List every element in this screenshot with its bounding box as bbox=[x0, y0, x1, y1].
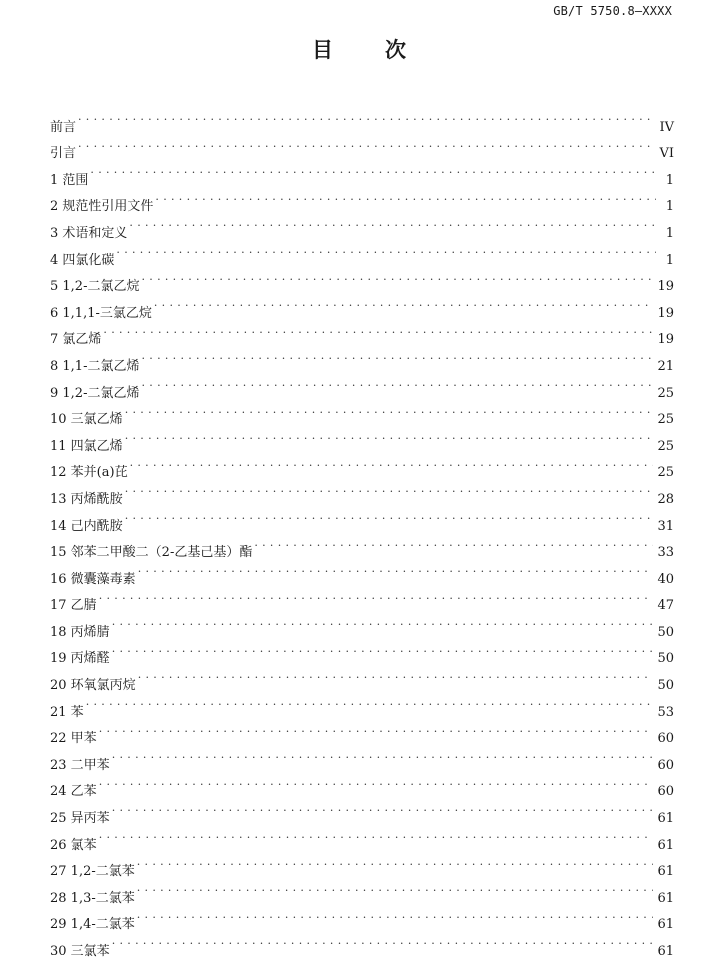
toc-entry[interactable] bbox=[50, 583, 674, 614]
toc-entry-label: 29 1,4-二氯苯 bbox=[50, 917, 135, 933]
toc-entry-page-number: 53 bbox=[657, 704, 674, 720]
toc-dot-leader bbox=[137, 849, 654, 876]
toc-entry-label: 10 三氯乙烯 bbox=[50, 412, 123, 428]
toc-entry-label: 15 邻苯二甲酸二（2-乙基己基）酯 bbox=[50, 545, 253, 561]
toc-entry[interactable] bbox=[50, 609, 674, 640]
toc-entry[interactable] bbox=[50, 397, 674, 428]
toc-entry[interactable] bbox=[50, 716, 674, 747]
toc-dot-leader bbox=[125, 476, 654, 503]
toc-entry-page-number: 60 bbox=[657, 731, 674, 747]
toc-entry-label: 24 乙苯 bbox=[50, 784, 97, 800]
toc-entry[interactable] bbox=[50, 264, 674, 295]
toc-dot-leader bbox=[154, 290, 654, 317]
toc-entry-label: 16 微囊藻毒素 bbox=[50, 571, 136, 587]
toc-entry-page-number: 1 bbox=[665, 252, 674, 268]
toc-entry[interactable] bbox=[50, 104, 674, 135]
toc-entry[interactable] bbox=[50, 902, 674, 933]
toc-dot-leader bbox=[112, 742, 654, 769]
toc-entry[interactable] bbox=[50, 928, 674, 959]
toc-entry-label: 30 三氯苯 bbox=[50, 944, 110, 959]
toc-entry[interactable] bbox=[50, 530, 674, 561]
toc-entry-label: 27 1,2-二氯苯 bbox=[50, 864, 135, 880]
toc-dot-leader bbox=[78, 131, 655, 158]
toc-dot-leader bbox=[138, 556, 654, 583]
toc-entry[interactable] bbox=[50, 370, 674, 401]
document-code: GB/T 5750.8—XXXX bbox=[553, 4, 672, 18]
toc-dot-leader bbox=[125, 503, 654, 530]
toc-entry-page-number: 61 bbox=[657, 811, 674, 827]
toc-dot-leader bbox=[141, 264, 653, 291]
toc-entry-label: 20 环氧氯丙烷 bbox=[50, 678, 136, 694]
toc-entry-page-number: 50 bbox=[657, 651, 674, 667]
toc-entry-label: 4 四氯化碳 bbox=[50, 252, 115, 268]
toc-dot-leader bbox=[130, 450, 654, 477]
toc-entry-page-number: 1 bbox=[665, 225, 674, 241]
toc-entry-page-number: VI bbox=[659, 146, 674, 162]
toc-dot-leader bbox=[137, 902, 654, 929]
toc-entry-label: 28 1,3-二氯苯 bbox=[50, 890, 135, 906]
toc-entry[interactable] bbox=[50, 795, 674, 827]
toc-entry-page-number: 1 bbox=[665, 172, 674, 188]
toc-entry[interactable] bbox=[50, 476, 674, 507]
toc-dot-leader bbox=[112, 636, 654, 663]
toc-entry-page-number: 61 bbox=[657, 864, 674, 880]
toc-entry[interactable] bbox=[50, 742, 674, 773]
toc-entry-page-number: 31 bbox=[657, 518, 674, 534]
toc-entry-page-number: 21 bbox=[657, 358, 674, 374]
toc-entry[interactable] bbox=[50, 317, 674, 348]
toc-dot-leader bbox=[138, 662, 654, 689]
toc-entry-label: 12 苯并(a)芘 bbox=[50, 465, 128, 481]
toc-entry[interactable] bbox=[50, 875, 674, 906]
toc-entry-label: 1 范围 bbox=[50, 172, 89, 188]
toc-entry[interactable] bbox=[50, 210, 674, 241]
toc-entry-page-number: 19 bbox=[657, 305, 674, 321]
toc-entry-page-number: 19 bbox=[657, 279, 674, 295]
toc-entry-page-number: 47 bbox=[657, 598, 674, 614]
toc-entry-label: 5 1,2-二氯乙烷 bbox=[50, 279, 140, 295]
toc-entry[interactable] bbox=[50, 689, 674, 720]
toc-entry-label: 19 丙烯醛 bbox=[50, 651, 110, 667]
toc-entry-page-number: 60 bbox=[657, 784, 674, 800]
toc-dot-leader bbox=[99, 822, 654, 849]
toc-entry[interactable] bbox=[50, 423, 674, 454]
table-of-contents bbox=[50, 104, 674, 959]
toc-entry-label: 引言 bbox=[50, 146, 77, 162]
toc-entry[interactable] bbox=[50, 662, 674, 694]
toc-dot-leader bbox=[125, 423, 654, 450]
toc-dot-leader bbox=[112, 928, 654, 955]
toc-entry-page-number: 61 bbox=[657, 944, 674, 959]
toc-entry-label: 2 规范性引用文件 bbox=[50, 199, 154, 215]
toc-entry-label: 14 己内酰胺 bbox=[50, 518, 123, 534]
toc-entry-label: 25 异丙苯 bbox=[50, 811, 110, 827]
toc-dot-leader bbox=[90, 157, 656, 184]
toc-entry[interactable] bbox=[50, 157, 674, 188]
toc-dot-leader bbox=[112, 609, 654, 636]
toc-entry-label: 8 1,1-二氯乙烯 bbox=[50, 358, 140, 374]
toc-entry-page-number: 33 bbox=[657, 545, 674, 561]
toc-dot-leader bbox=[155, 184, 656, 211]
toc-entry-label: 9 1,2-二氯乙烯 bbox=[50, 385, 140, 401]
toc-entry-label: 26 氯苯 bbox=[50, 837, 97, 853]
toc-entry-page-number: 61 bbox=[657, 917, 674, 933]
toc-entry-page-number: 25 bbox=[657, 438, 674, 454]
toc-dot-leader bbox=[129, 210, 656, 237]
toc-entry-page-number: 25 bbox=[657, 412, 674, 428]
toc-dot-leader bbox=[103, 317, 653, 344]
toc-entry[interactable] bbox=[50, 184, 674, 215]
toc-dot-leader bbox=[99, 583, 654, 610]
toc-entry[interactable] bbox=[50, 237, 674, 268]
toc-entry-label: 18 丙烯腈 bbox=[50, 624, 110, 640]
toc-entry-label: 11 四氯乙烯 bbox=[50, 438, 123, 454]
toc-entry-page-number: 50 bbox=[657, 624, 674, 640]
toc-dot-leader bbox=[78, 104, 655, 131]
toc-entry-page-number: IV bbox=[659, 119, 674, 135]
toc-entry[interactable] bbox=[50, 503, 674, 534]
toc-entry-page-number: 28 bbox=[657, 491, 674, 507]
toc-entry-label: 23 二甲苯 bbox=[50, 757, 110, 773]
toc-entry-page-number: 40 bbox=[657, 571, 674, 587]
toc-entry-page-number: 61 bbox=[657, 890, 674, 906]
toc-entry-page-number: 1 bbox=[665, 199, 674, 215]
toc-entry-page-number: 50 bbox=[657, 678, 674, 694]
toc-dot-leader bbox=[99, 769, 654, 796]
toc-entry-label: 6 1,1,1-三氯乙烷 bbox=[50, 305, 152, 321]
toc-dot-leader bbox=[125, 397, 654, 424]
toc-entry[interactable] bbox=[50, 290, 674, 321]
toc-dot-leader bbox=[99, 716, 654, 743]
toc-entry-label: 22 甲苯 bbox=[50, 731, 97, 747]
toc-entry[interactable] bbox=[50, 450, 674, 481]
toc-entry-page-number: 61 bbox=[657, 837, 674, 853]
toc-entry[interactable] bbox=[50, 636, 674, 667]
page-title: 目次 bbox=[312, 37, 458, 62]
toc-entry[interactable] bbox=[50, 769, 674, 800]
toc-entry-label: 3 术语和定义 bbox=[50, 225, 128, 241]
toc-entry-label: 13 丙烯酰胺 bbox=[50, 491, 123, 507]
toc-dot-leader bbox=[141, 343, 653, 370]
toc-entry-label: 7 氯乙烯 bbox=[50, 332, 102, 348]
toc-entry[interactable] bbox=[50, 131, 674, 162]
toc-entry-page-number: 19 bbox=[657, 332, 674, 348]
toc-entry-page-number: 60 bbox=[657, 757, 674, 773]
toc-dot-leader bbox=[137, 875, 654, 902]
toc-entry[interactable] bbox=[50, 556, 674, 587]
toc-entry-page-number: 25 bbox=[657, 465, 674, 481]
toc-dot-leader bbox=[116, 237, 656, 264]
toc-dot-leader bbox=[254, 530, 653, 557]
toc-dot-leader bbox=[86, 689, 654, 716]
toc-entry[interactable] bbox=[50, 822, 674, 853]
toc-dot-leader bbox=[112, 795, 654, 822]
toc-entry-label: 前言 bbox=[50, 119, 77, 135]
toc-entry[interactable] bbox=[50, 849, 674, 880]
toc-entry-label: 21 苯 bbox=[50, 704, 84, 720]
toc-dot-leader bbox=[141, 370, 653, 397]
toc-entry-page-number: 25 bbox=[657, 385, 674, 401]
toc-entry[interactable] bbox=[50, 343, 674, 374]
toc-entry-label: 17 乙腈 bbox=[50, 598, 97, 614]
